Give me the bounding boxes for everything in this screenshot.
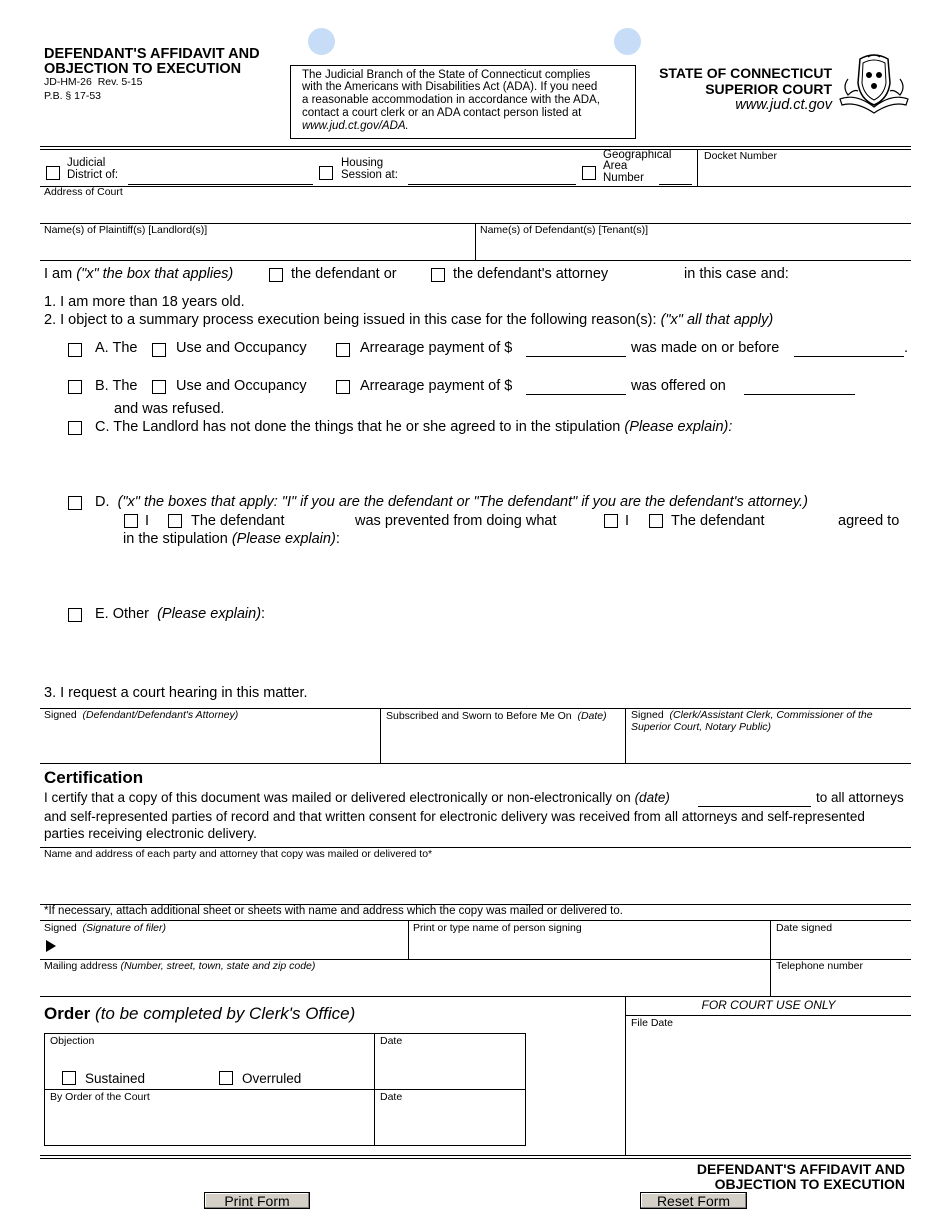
agreed-to-text: agreed to	[838, 513, 900, 529]
overruled-label: Overruled	[242, 1071, 302, 1086]
item-1: 1. I am more than 18 years old.	[44, 294, 245, 310]
sustained-label: Sustained	[85, 1071, 146, 1086]
signed-text: Signed	[44, 709, 77, 721]
judicial-label: District of:	[67, 169, 119, 181]
colon: :	[335, 531, 340, 547]
filer-signed-hint: (Signature of filer)	[82, 922, 166, 934]
practice-book-ref: P.B. § 17-53	[44, 90, 102, 102]
order-heading-text: Order	[44, 1004, 91, 1023]
reason-a-amount-input[interactable]	[526, 356, 626, 357]
rule	[40, 146, 911, 147]
court-use-only-label: FOR COURT USE ONLY	[701, 998, 836, 1012]
reason-a-use-occupancy-checkbox[interactable]	[152, 343, 166, 357]
field-highlight-dot[interactable]	[614, 28, 641, 55]
rule	[475, 223, 476, 260]
reset-form-button[interactable]: Reset Form	[640, 1192, 747, 1209]
print-name-label: Print or type name of person signing	[413, 922, 582, 934]
certification-line3: parties receiving electronic delivery.	[44, 826, 257, 841]
rule	[380, 708, 381, 763]
item-3: 3. I request a court hearing in this matter.	[44, 685, 308, 701]
by-order-label: By Order of the Court	[50, 1091, 150, 1103]
rule	[697, 149, 698, 186]
overruled-checkbox[interactable]	[219, 1071, 233, 1085]
housing-label: Housing	[341, 157, 384, 169]
objection-label: Objection	[50, 1035, 95, 1047]
reason-b-label: B. The	[95, 378, 138, 394]
iam-defendant-checkbox[interactable]	[269, 268, 283, 282]
refused-text: and was refused.	[114, 401, 225, 417]
reason-e	[95, 607, 265, 622]
reason-d-defendant-checkbox-2[interactable]	[649, 514, 663, 528]
name-address-label: Name and address of each party and attorney that copy was mailed or delivered to*	[44, 848, 433, 860]
reason-d-i-checkbox-1[interactable]	[124, 514, 138, 528]
iam-defendant-label: the defendant or	[291, 266, 397, 282]
clerk-signature-input[interactable]	[631, 736, 906, 760]
rule	[625, 1015, 911, 1016]
rule	[40, 763, 911, 764]
footer-title-line1: DEFENDANT'S AFFIDAVIT AND	[696, 1161, 905, 1177]
reason-b-amount-input[interactable]	[526, 394, 626, 395]
ada-notice-box	[290, 65, 636, 139]
footer-title-line2: OBJECTION TO EXECUTION	[714, 1176, 905, 1192]
reason-a-checkbox[interactable]	[68, 343, 82, 357]
form-revision: Rev. 5-15	[97, 76, 143, 88]
sworn-date-input[interactable]	[386, 724, 620, 758]
signed-label	[44, 710, 238, 721]
by-order-date-label: Date	[380, 1091, 403, 1103]
mailing-hint: (Number, street, town, state and zip code)	[120, 960, 316, 972]
telephone-input[interactable]	[776, 974, 906, 994]
reason-e-hint: (Please explain)	[157, 606, 262, 622]
rule	[40, 149, 911, 150]
item-2-text: 2. I object to a summary process execution being issued in this case for the following reason(s):	[44, 312, 657, 328]
court-name: SUPERIOR COURT	[705, 81, 832, 97]
rule	[770, 920, 771, 996]
geographical-area-checkbox[interactable]	[582, 166, 596, 180]
reason-d-explain-hint: (Please explain)	[231, 531, 336, 547]
form-number-code: JD-HM-26	[44, 76, 92, 88]
field-highlight-dot[interactable]	[308, 28, 335, 55]
iam-text: I am	[44, 266, 73, 282]
reason-a-label: A. The	[95, 340, 138, 356]
clerk-hint-line2: Superior Court, Notary Public)	[631, 721, 772, 733]
judicial-district-checkbox[interactable]	[46, 166, 60, 180]
arrearage-label: Arrearage payment of $	[360, 340, 513, 356]
plaintiff-input[interactable]	[44, 238, 469, 258]
sworn-label	[386, 711, 607, 722]
housing-session-checkbox[interactable]	[319, 166, 333, 180]
reason-b-checkbox[interactable]	[68, 380, 82, 394]
use-occupancy-label: Use and Occupancy	[176, 378, 307, 394]
iam-attorney-label: the defendant's attorney	[453, 266, 609, 282]
clerk-signed-label	[631, 710, 873, 721]
made-on-label: was made on or before	[631, 340, 780, 356]
reason-e-checkbox[interactable]	[68, 608, 82, 622]
reason-e-label: E. Other	[95, 606, 149, 622]
defendant-input[interactable]	[480, 238, 905, 258]
ada-line: a reasonable accommodation in accordance with the ADA,	[302, 94, 600, 106]
print-name-input[interactable]	[413, 936, 763, 956]
by-order-date-input[interactable]	[380, 1106, 520, 1140]
sworn-hint: (Date)	[577, 710, 607, 722]
reason-d-i-label: I	[145, 513, 150, 529]
colon: :	[261, 606, 266, 622]
reason-e-explain-input[interactable]	[95, 626, 905, 676]
certification-line1-end: to all attorneys	[816, 790, 904, 805]
rule	[625, 996, 626, 1156]
file-date-label: File Date	[631, 1017, 674, 1029]
clerk-hint: (Clerk/Assistant Clerk, Commissioner of the	[669, 709, 873, 721]
filer-signed-label	[44, 923, 166, 934]
reason-d-stipulation	[123, 532, 340, 547]
ga-number-input[interactable]	[659, 184, 692, 185]
housing-label: Session at:	[341, 169, 398, 181]
ada-line: The Judicial Branch of the State of Connecticut complies	[302, 69, 591, 81]
cert-date-hint: (date)	[634, 790, 670, 805]
rule	[40, 186, 911, 187]
reason-a-date-input[interactable]	[794, 356, 904, 357]
item-2	[44, 313, 773, 328]
plaintiff-label: Name(s) of Plaintiff(s) [Landlord(s)]	[44, 224, 208, 236]
state-seal-icon	[838, 53, 910, 117]
arrearage-label: Arrearage payment of $	[360, 378, 513, 394]
address-of-court-label: Address of Court	[44, 186, 123, 198]
name-address-input[interactable]	[44, 862, 904, 900]
ga-label: Number	[603, 172, 644, 184]
rule	[40, 996, 911, 997]
reason-a-arrearage-checkbox[interactable]	[336, 343, 350, 357]
cert-text: I certify that a copy of this document was mailed or delivered electronically or non-electronically on	[44, 790, 631, 805]
ada-line: with the Americans with Disabilities Act (ADA). If you need	[302, 81, 598, 93]
item-2-hint: ("x" all that apply)	[660, 312, 774, 328]
certification-date-input[interactable]	[698, 806, 811, 807]
order-heading-hint: (to be completed by Clerk's Office)	[95, 1004, 356, 1023]
address-of-court-input[interactable]	[44, 200, 904, 220]
stipulation-text: in the stipulation	[123, 531, 228, 547]
reason-c-checkbox[interactable]	[68, 421, 82, 435]
certification-line1	[44, 791, 670, 805]
form-title-line1: DEFENDANT'S AFFIDAVIT AND	[44, 46, 260, 62]
ada-link[interactable]: www.jud.ct.gov/ADA.	[302, 120, 409, 132]
reason-d-defendant-label: The defendant	[191, 513, 285, 529]
print-form-button[interactable]: Print Form	[204, 1192, 310, 1209]
housing-session-input[interactable]	[408, 184, 576, 185]
telephone-label: Telephone number	[776, 960, 863, 972]
reason-d-i-label: I	[625, 513, 630, 529]
reason-b-arrearage-checkbox[interactable]	[336, 380, 350, 394]
offered-on-label: was offered on	[631, 378, 726, 394]
signed-text: Signed	[631, 709, 664, 721]
certification-heading: Certification	[44, 768, 144, 787]
by-order-input[interactable]	[50, 1106, 368, 1140]
form-number	[44, 77, 142, 88]
objection-date-label: Date	[380, 1035, 403, 1047]
reason-d-explain-input[interactable]	[123, 552, 905, 598]
in-this-case-text: in this case and:	[684, 266, 789, 282]
rule	[625, 708, 626, 763]
rule	[40, 1158, 911, 1159]
defendant-signature-input[interactable]	[44, 724, 374, 758]
mailing-address-label	[44, 961, 315, 972]
objection-date-input[interactable]	[380, 1050, 520, 1084]
iam-hint: ("x" the box that applies)	[76, 266, 234, 282]
rule	[40, 920, 911, 921]
mailing-text: Mailing address	[44, 960, 118, 972]
period: .	[904, 340, 909, 356]
reason-c-text: C. The Landlord has not done the things that he or she agreed to in the stipulation	[95, 419, 621, 435]
sworn-text: Subscribed and Sworn to Before Me On	[386, 710, 572, 722]
judicial-label: Judicial	[67, 157, 106, 169]
footnote: *If necessary, attach additional sheet or sheets with name and address which the copy was mailed or delivered to.	[44, 905, 623, 917]
judicial-district-input[interactable]	[128, 184, 313, 185]
docket-number-label: Docket Number	[704, 150, 777, 162]
state-name: STATE OF CONNECTICUT	[659, 65, 832, 81]
use-occupancy-label: Use and Occupancy	[176, 340, 307, 356]
iam-attorney-checkbox[interactable]	[431, 268, 445, 282]
reason-d-defendant-checkbox-1[interactable]	[168, 514, 182, 528]
date-signed-input[interactable]	[776, 936, 906, 956]
reason-d-hint: ("x" the boxes that apply: "I" if you are the defendant or "The defendant" if you are the defendant's attorney.)	[117, 494, 808, 510]
ga-label: Geographical	[603, 149, 672, 161]
sustained-checkbox[interactable]	[62, 1071, 76, 1085]
ga-label: Area	[603, 160, 628, 172]
certification-line2: and self-represented parties of record and that written consent for electronic delivery was received from all attorneys and self-represented	[44, 809, 865, 824]
reason-d-label: D.	[95, 494, 110, 510]
reason-b-date-input[interactable]	[744, 394, 855, 395]
reason-d	[95, 495, 808, 510]
reason-c	[95, 420, 732, 435]
date-signed-label: Date signed	[776, 922, 833, 934]
form-title-line2: OBJECTION TO EXECUTION	[44, 61, 242, 77]
rule	[40, 1155, 911, 1156]
rule	[44, 1089, 526, 1090]
filer-signature-input[interactable]	[60, 936, 400, 956]
prevented-text: was prevented from doing what	[355, 513, 557, 529]
signed-text: Signed	[44, 922, 77, 934]
ada-line: contact a court clerk or an ADA contact person listed at	[302, 107, 582, 119]
signature-arrow-icon	[45, 940, 57, 952]
rule	[40, 260, 911, 261]
reason-b-use-occupancy-checkbox[interactable]	[152, 380, 166, 394]
reason-d-defendant-label: The defendant	[671, 513, 765, 529]
mailing-address-input[interactable]	[44, 974, 764, 994]
reason-c-explain-input[interactable]	[95, 440, 905, 486]
defendant-label: Name(s) of Defendant(s) [Tenant(s)]	[480, 224, 649, 236]
court-website[interactable]: www.jud.ct.gov	[735, 97, 832, 113]
order-heading	[44, 1005, 355, 1022]
signed-hint: (Defendant/Defendant's Attorney)	[82, 709, 239, 721]
rule	[408, 920, 409, 959]
docket-number-input[interactable]	[700, 164, 908, 184]
reason-d-i-checkbox-2[interactable]	[604, 514, 618, 528]
reason-d-checkbox[interactable]	[68, 496, 82, 510]
iam-line	[44, 267, 233, 282]
reason-c-hint: (Please explain):	[624, 419, 733, 435]
